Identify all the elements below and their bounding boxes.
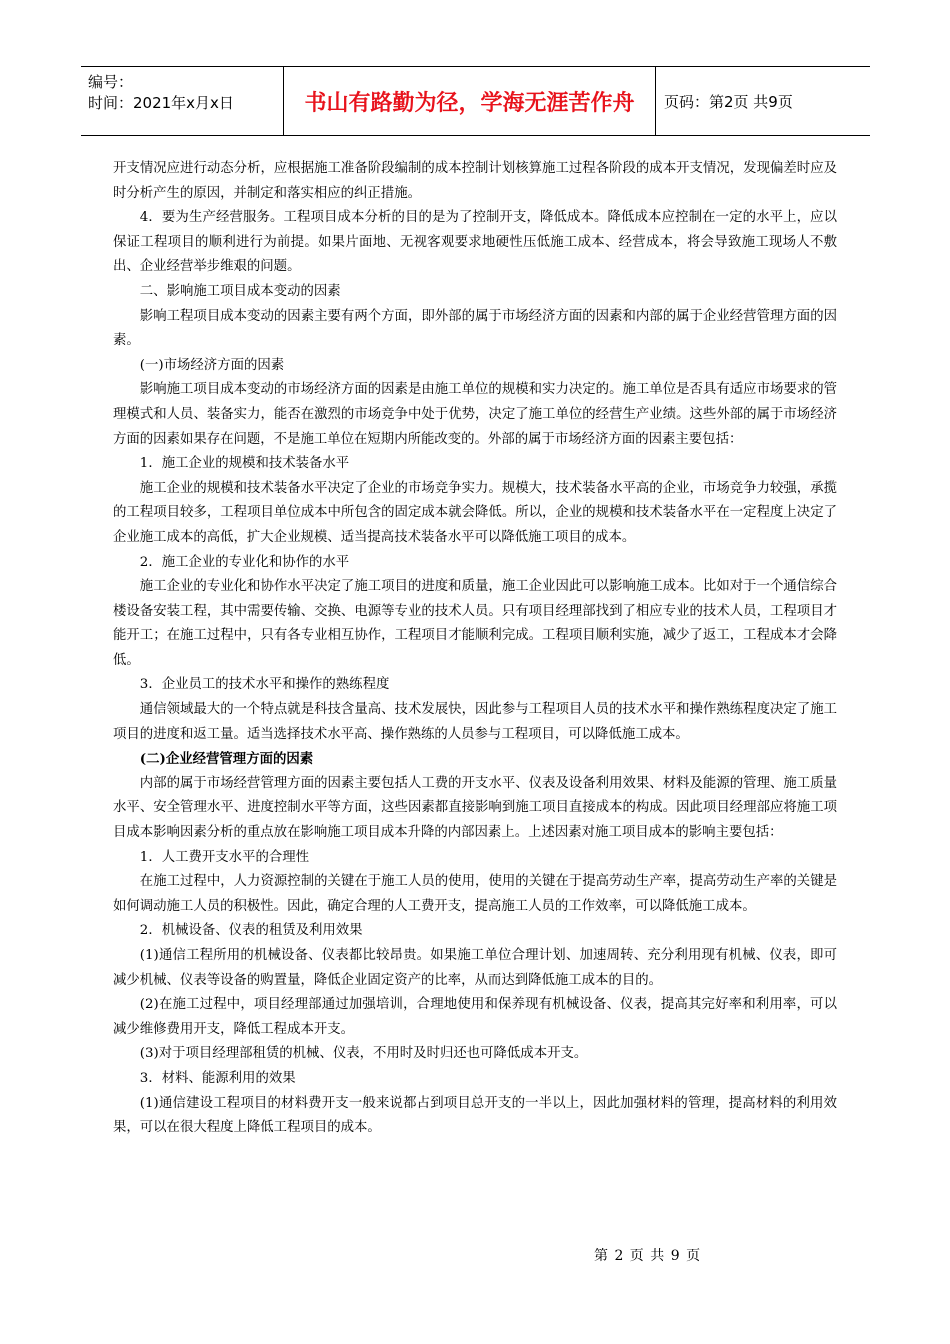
page-footer: 第 2 页 共 9 页 [594,1248,702,1264]
paragraph: 3．材料、能源利用的效果 [139,1070,296,1086]
header-motto: 书山有路勤为径，学海无涯苦作舟 [284,67,656,135]
page-header [81,66,870,136]
paragraph: 影响工程项目成本变动的因素主要有两个方面，即外部的属于市场经济方面的因素和内部的属于企业经营管理方面的因素。 [113,308,837,349]
paragraph: 2．施工企业的专业化和协作的水平 [139,554,350,570]
paragraph: 3．企业员工的技术水平和操作的熟练程度 [139,677,390,693]
paragraph: (3)对于项目经理部租赁的机械、仪表，不用时及时归还也可降低成本开支。 [139,1046,588,1062]
paragraph: (1)通信工程所用的机械设备、仪表都比较昂贵。如果施工单位合理计划、加速周转、充分利用现有机械、仪表，即可减少机械、仪表等设备的购置量，降低企业固定资产的比率，从而达到降低施工成本的目的。 [113,948,837,988]
paragraph: 影响施工项目成本变动的市场经济方面的因素是由施工单位的规模和实力决定的。施工单位是否具有适应市场要求的管理模式和人员、装备实力，能否在激烈的市场竞争中处于优势，决定了施工单位的经营生产业绩。这些外部的属于市场经济方面的因素如果存在问题，不是施工单位在短期内所能改变的。外部的属于市场经济方面的因素主要包括： [113,382,837,447]
paragraph: (2)在施工过程中，项目经理部通过加强培训，合理地使用和保养现有机械设备、仪表，提高其完好率和利用率，可以减少维修费用开支，降低工程成本开支。 [113,997,837,1037]
paragraph: 在施工过程中，人力资源控制的关键在于施工人员的使用，使用的关键在于提高劳动生产率，提高劳动生产率的关键是如何调动施工人员的积极性。因此，确定合理的人工费开支，提高施工人员的工作效率，可以降低施工成本。 [113,874,837,914]
paragraph: (1)通信建设工程项目的材料费开支一般来说都占到项目总开支的一半以上，因此加强材料的管理，提高材料的利用效果，可以在很大程度上降低工程项目的成本。 [113,1095,837,1136]
paragraph: (二)企业经营管理方面的因素 [139,751,314,768]
document-body [113,157,837,1141]
document-date-label: 时间：2021年x月x日 [88,94,234,112]
paragraph: 开支情况应进行动态分析，应根据施工准备阶段编制的成本控制计划核算施工过程各阶段的成本开支情况，发现偏差时应及时分析产生的原因，并制定和落实相应的纠正措施。 [113,161,837,201]
header-page-info: 页码：第2页 共9页 [664,92,793,111]
paragraph: (一)市场经济方面的因素 [139,357,285,373]
paragraph: 施工企业的专业化和协作水平决定了施工项目的进度和质量，施工企业因此可以影响施工成本。比如对于一个通信综合楼设备安装工程，其中需要传输、交换、电源等专业的技术人员。只有项目经理部找到了相应专业的技术人员，工程项目才能开工；在施工过程中，只有各专业相互协作，工程项目才能顺利完成。工程项目顺利实施，减少了返工，工程成本才会降低。 [113,579,837,668]
header-meta [81,67,284,135]
paragraph: 1．施工企业的规模和技术装备水平 [139,456,350,472]
paragraph: 1．人工费开支水平的合理性 [139,849,310,865]
paragraph: 内部的属于市场经营管理方面的因素主要包括人工费的开支水平、仪表及设备利用效果、材料及能源的管理、施工质量水平、安全管理水平、进度控制水平等方面，这些因素都直接影响到施工项目直接成本的构成。因此项目经理部应将施工项目成本影响因素分析的重点放在影响施工项目成本升降的内部因素上。上述因素对施工项目成本的影响主要包括： [113,775,837,841]
paragraph: 施工企业的规模和技术装备水平决定了企业的市场竞争实力。规模大，技术装备水平高的企业，市场竞争力较强，承揽的工程项目较多，工程项目单位成本中所包含的固定成本就会降低。所以，企业的规模和技术装备水平在一定程度上决定了企业施工成本的高低，扩大企业规模、适当提高技术装备水平可以降低施工项目的成本。 [113,480,837,545]
paragraph: 2．机械设备、仪表的租赁及利用效果 [139,923,363,939]
paragraph: 4．要为生产经营服务。工程项目成本分析的目的是为了控制开支，降低成本。降低成本应控制在一定的水平上，应以保证工程项目的顺利进行为前提。如果片面地、无视客观要求地硬性压低施工成本、经营成本，将会导致施工现场人不敷出、企业经营举步维艰的问题。 [113,210,837,275]
paragraph: 通信领域最大的一个特点就是科技含量高、技术发展快，因此参与工程项目人员的技术水平和操作熟练程度决定了施工项目的进度和返工量。适当选择技术水平高、操作熟练的人员参与工程项目，可以降低施工成本。 [113,702,837,742]
paragraph: 二、影响施工项目成本变动的因素 [139,283,341,299]
document-number-label: 编号： [88,73,134,91]
